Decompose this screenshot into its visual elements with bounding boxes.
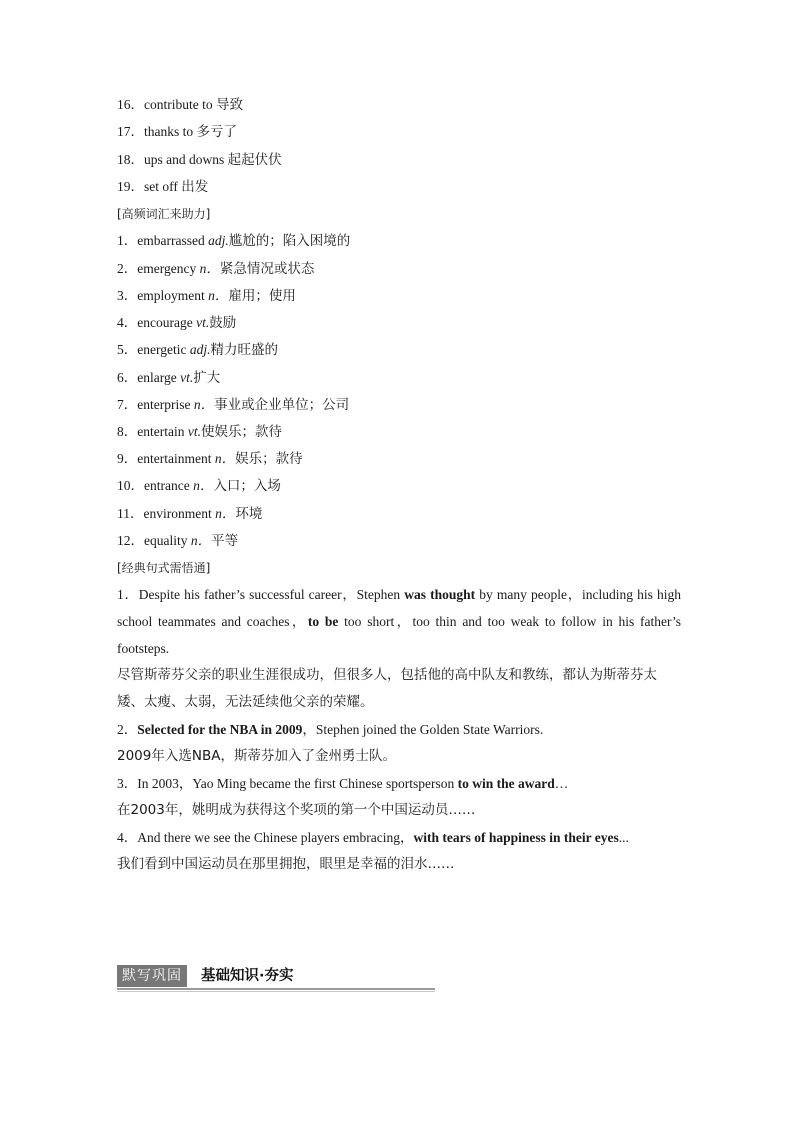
sentence-3-en: 3．In 2003，Yao Ming became the first Chinese sportsperson to win the award… bbox=[117, 776, 569, 791]
banner-rule bbox=[117, 988, 435, 990]
banner-tag: 默写巩固 bbox=[117, 965, 187, 987]
banner-rule-thin bbox=[117, 991, 435, 992]
vocab-item: 2．emergency n．紧急情况或状态 bbox=[117, 261, 315, 277]
sentence-1 bbox=[117, 581, 681, 716]
vocab-item: 10．entrance n．入口；入场 bbox=[117, 478, 281, 494]
vocab-item: 11．environment n．环境 bbox=[117, 506, 263, 522]
sentences-heading: [经典句式需悟通] bbox=[117, 561, 211, 575]
vocab-item: 5．energetic adj.精力旺盛的 bbox=[117, 342, 278, 358]
sentence-2-zh: 2009年入选NBA，斯蒂芬加入了金州勇士队。 bbox=[117, 748, 396, 764]
vocab-heading: [高频词汇来助力] bbox=[117, 207, 211, 221]
sentence-1-zh: 尽管斯蒂芬父亲的职业生涯很成功，但很多人，包括他的高中队友和教练，都认为斯蒂芬太矮、太瘦、太弱，无法延续他父亲的荣耀。 bbox=[117, 667, 657, 710]
phrase-item: 18．ups and downs 起起伏伏 bbox=[117, 152, 282, 168]
vocab-item: 8．entertain vt.使娱乐；款待 bbox=[117, 424, 282, 440]
vocab-item: 7．enterprise n．事业或企业单位；公司 bbox=[117, 397, 350, 413]
banner-title: 基础知识·夯实 bbox=[201, 968, 294, 984]
phrase-item: 16．contribute to 导致 bbox=[117, 97, 243, 113]
sentence-4 bbox=[117, 824, 681, 878]
vocab-item: 4．encourage vt.鼓励 bbox=[117, 315, 237, 331]
vocab-item: 9．entertainment n．娱乐；款待 bbox=[117, 451, 303, 467]
sentence-4-zh: 我们看到中国运动员在那里拥抱，眼里是幸福的泪水…… bbox=[117, 856, 455, 872]
vocab-item: 6．enlarge vt.扩大 bbox=[117, 370, 221, 386]
sentence-1-en: 1．Despite his father’s successful career，Stephen was thought by many people，including his high school teammates and coaches，to be too short，too thin and too weak to follow in his father’s footsteps. bbox=[117, 587, 681, 656]
vocab-item: 3．employment n．雇用；使用 bbox=[117, 288, 296, 304]
sentence-4-en: 4．And there we see the Chinese players embracing，with tears of happiness in their eyes... bbox=[117, 830, 629, 845]
section-banner bbox=[117, 962, 435, 992]
sentence-2-en: 2．Selected for the NBA in 2009，Stephen joined the Golden State Warriors. bbox=[117, 722, 544, 737]
sentence-3 bbox=[117, 770, 681, 824]
sentence-2 bbox=[117, 716, 681, 770]
vocab-item: 1．embarrassed adj.尴尬的；陷入困境的 bbox=[117, 233, 351, 249]
vocab-item: 12．equality n．平等 bbox=[117, 533, 239, 549]
phrase-item: 19．set off 出发 bbox=[117, 179, 209, 195]
phrase-item: 17．thanks to 多亏了 bbox=[117, 124, 237, 140]
sentence-3-zh: 在2003年，姚明成为获得这个奖项的第一个中国运动员…… bbox=[117, 802, 476, 818]
